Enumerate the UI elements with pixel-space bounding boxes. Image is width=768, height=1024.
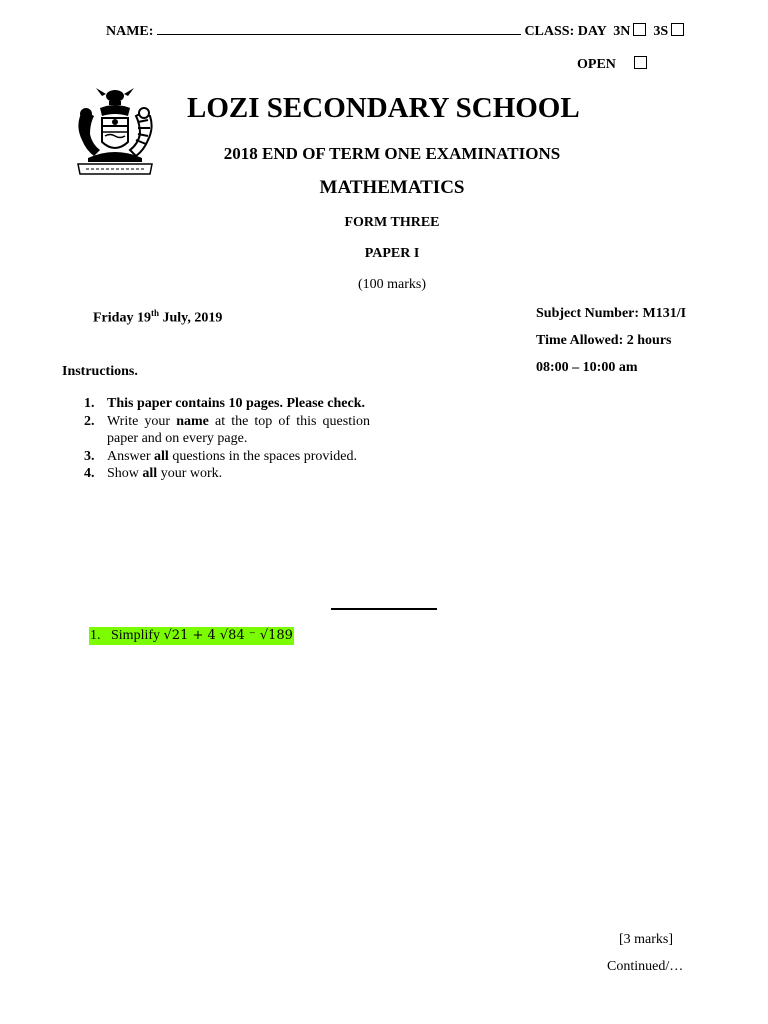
continued-label: Continued/… [607,959,684,974]
instruction-item: 3. Answer all questions in the spaces provided. [84,448,358,464]
question-1 [89,627,294,645]
open-label: OPEN [577,57,616,72]
time-range: 08:00 – 10:00 am [536,360,638,375]
instruction-item: 2. Write your name at the top of this question paper and on every page. [84,413,370,446]
class-label: CLASS: DAY [524,24,607,39]
instructions-list [84,395,370,483]
coat-of-arms-icon [72,86,158,178]
instructions-title: Instructions. [62,364,138,379]
form-label: FORM THREE [344,215,440,230]
instruction-item: 1. This paper contains 10 pages. Please check. [84,396,365,411]
date-day: Friday 19 [93,310,151,326]
school-name: LOZI SECONDARY SCHOOL [187,92,580,124]
class-option-3n: 3N [613,24,631,39]
class-3n-checkbox[interactable] [633,23,646,36]
exam-info [536,300,686,381]
subject-title: MATHEMATICS [319,177,465,198]
name-label: NAME: [106,24,154,39]
time-allowed: Time Allowed: 2 hours [536,333,672,348]
question-marks: [3 marks] [619,932,674,947]
exam-title: 2018 END OF TERM ONE EXAMINATIONS [223,144,561,163]
question-number: 1. [90,628,101,643]
class-3s-checkbox[interactable] [671,23,684,36]
open-row [577,56,647,73]
date-ordinal: th [150,308,159,318]
name-class-row [106,22,684,40]
instruction-item: 4. Show all your work. [84,466,223,481]
date-rest: July, 2019 [158,310,223,326]
subject-number: Subject Number: M131/I [536,306,687,321]
name-blank-line[interactable] [157,22,521,35]
open-checkbox[interactable] [634,56,647,69]
class-option-3s: 3S [653,24,669,39]
total-marks: (100 marks) [357,277,427,292]
question-math: √21 + 4 √84 ⁻ √189 [163,628,293,643]
exam-date [93,308,222,327]
paper-label: PAPER I [364,246,420,261]
section-divider [331,608,437,610]
question-text: Simplify [111,628,161,643]
